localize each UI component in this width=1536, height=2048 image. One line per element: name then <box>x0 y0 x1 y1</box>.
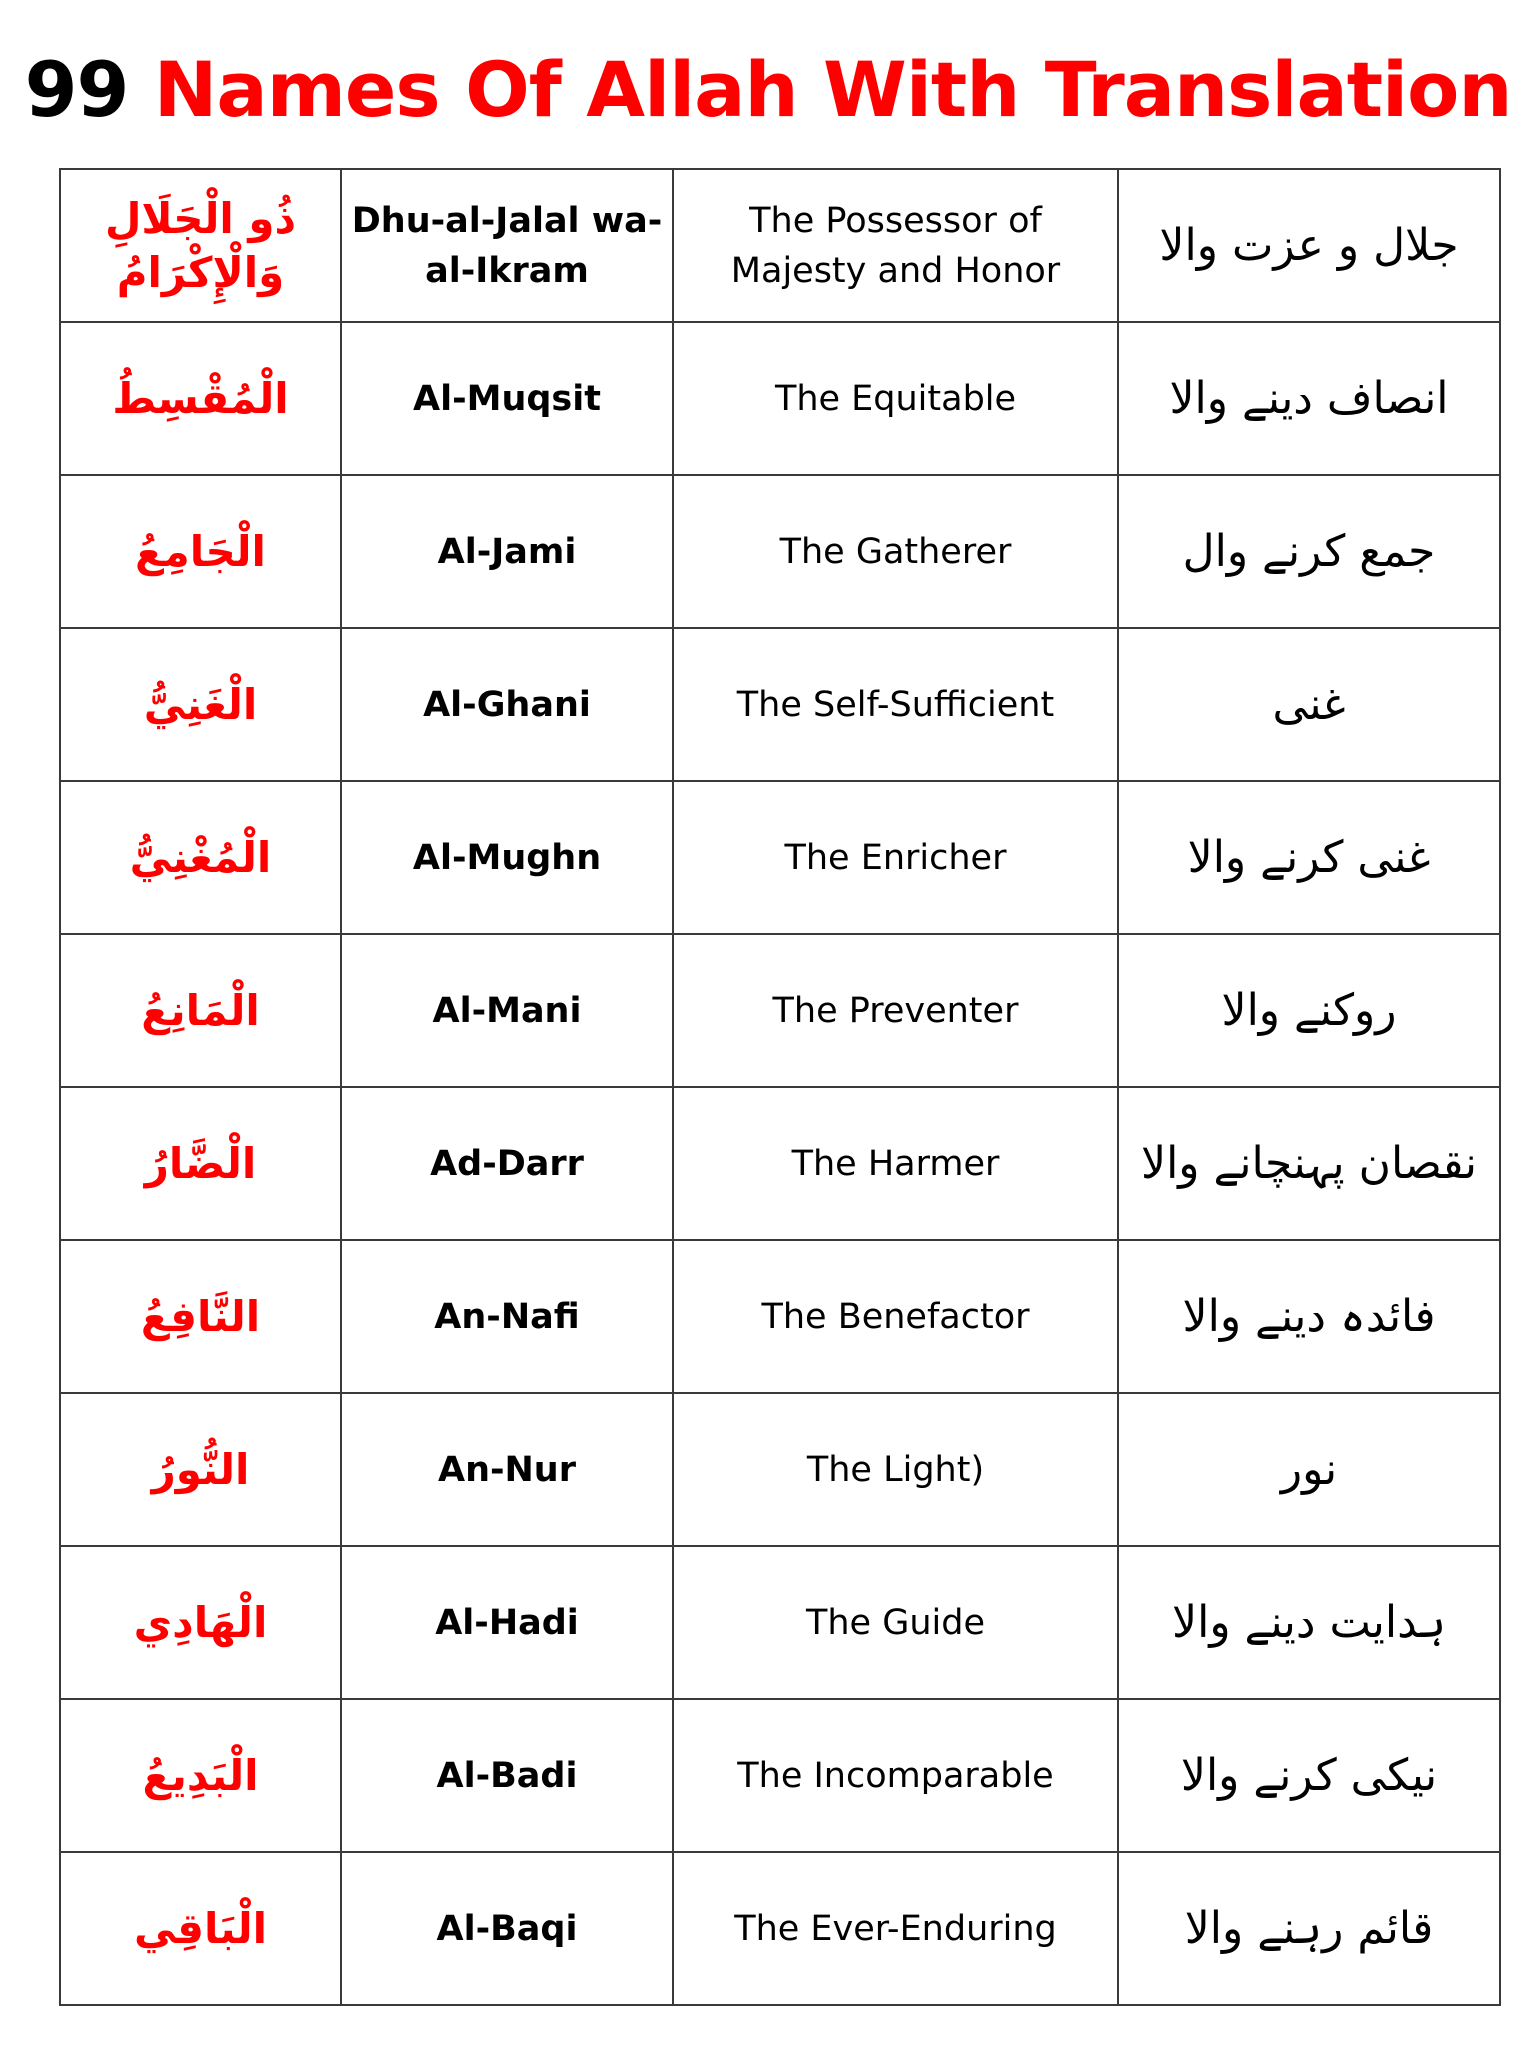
english-translation-cell <box>673 1546 1118 1699</box>
arabic-name-cell <box>60 781 341 934</box>
table-row <box>60 475 1500 628</box>
transliteration-cell <box>341 1546 673 1699</box>
transliteration: Al-Hadi <box>435 1602 579 1643</box>
arabic-name: الْهَادِي <box>133 1597 268 1647</box>
english-translation: The Benefactor <box>761 1296 1030 1337</box>
urdu-translation-cell <box>1118 322 1500 475</box>
table-row <box>60 1393 1500 1546</box>
urdu-translation: روکنے والا <box>1221 984 1397 1036</box>
table-row <box>60 322 1500 475</box>
english-translation-cell <box>673 1852 1118 2005</box>
arabic-name: الْمُغْنِيُّ <box>129 832 272 882</box>
english-translation-cell <box>673 1087 1118 1240</box>
arabic-name-cell <box>60 169 341 322</box>
transliteration: Dhu-al-Jalal wa-al-Ikram <box>351 200 663 291</box>
transliteration: Al-Mani <box>432 990 582 1031</box>
transliteration-cell <box>341 1699 673 1852</box>
title-number: 99 <box>24 45 129 134</box>
table-row <box>60 1087 1500 1240</box>
arabic-name-cell <box>60 1240 341 1393</box>
transliteration-cell <box>341 1852 673 2005</box>
transliteration-cell <box>341 169 673 322</box>
english-translation: The Incomparable <box>737 1755 1054 1796</box>
urdu-translation-cell <box>1118 781 1500 934</box>
english-translation: The Enricher <box>784 837 1007 878</box>
english-translation: The Possessor of Majesty and Honor <box>730 200 1061 291</box>
arabic-name: الْبَاقِي <box>133 1903 268 1953</box>
arabic-name-cell <box>60 934 341 1087</box>
arabic-name-cell <box>60 628 341 781</box>
arabic-name: الْجَامِعُ <box>135 526 266 576</box>
transliteration: Al-Muqsit <box>413 378 601 419</box>
arabic-name: الْبَدِيعُ <box>142 1750 259 1800</box>
english-translation: The Guide <box>806 1602 985 1643</box>
arabic-name: الْضَّارُ <box>144 1138 257 1188</box>
arabic-name: النُّورُ <box>151 1444 250 1494</box>
english-translation: The Light) <box>806 1449 985 1490</box>
transliteration-cell <box>341 1393 673 1546</box>
arabic-name-cell <box>60 475 341 628</box>
arabic-name: النَّافِعُ <box>140 1291 261 1341</box>
english-translation-cell <box>673 169 1118 322</box>
arabic-name-cell <box>60 1087 341 1240</box>
english-translation: The Self-Sufficient <box>736 684 1055 725</box>
english-translation: The Preventer <box>772 990 1019 1031</box>
english-translation-cell <box>673 1240 1118 1393</box>
arabic-name-cell <box>60 322 341 475</box>
names-table <box>59 168 1501 2006</box>
arabic-name-cell <box>60 1546 341 1699</box>
title-text: Names Of Allah With Translation <box>153 45 1512 134</box>
page-title <box>0 40 1536 140</box>
urdu-translation-cell <box>1118 1240 1500 1393</box>
arabic-name: الْغَنِيُّ <box>143 679 258 729</box>
urdu-translation: جلال و عزت والا <box>1159 219 1459 271</box>
urdu-translation: قائم رہنے والا <box>1184 1902 1434 1954</box>
urdu-translation: فائدہ دینے والا <box>1182 1290 1436 1342</box>
arabic-name-cell <box>60 1393 341 1546</box>
urdu-translation: غنی کرنے والا <box>1187 831 1431 883</box>
urdu-translation-cell <box>1118 1699 1500 1852</box>
transliteration: Al-Badi <box>436 1755 578 1796</box>
english-translation-cell <box>673 1393 1118 1546</box>
transliteration: Al-Baqi <box>436 1908 578 1949</box>
urdu-translation: نیکی کرنے والا <box>1180 1749 1438 1801</box>
urdu-translation-cell <box>1118 1393 1500 1546</box>
english-translation-cell <box>673 934 1118 1087</box>
urdu-translation-cell <box>1118 1087 1500 1240</box>
table-row <box>60 1546 1500 1699</box>
table-row <box>60 1699 1500 1852</box>
urdu-translation: جمع کرنے وال <box>1182 525 1436 577</box>
urdu-translation: ہدایت دینے والا <box>1172 1596 1446 1648</box>
english-translation-cell <box>673 475 1118 628</box>
english-translation-cell <box>673 322 1118 475</box>
transliteration-cell <box>341 475 673 628</box>
urdu-translation: نقصان پہنچانے والا <box>1140 1137 1478 1189</box>
transliteration-cell <box>341 781 673 934</box>
english-translation: The Equitable <box>774 378 1017 419</box>
table-row <box>60 628 1500 781</box>
table-row <box>60 169 1500 322</box>
transliteration: An-Nafi <box>434 1296 580 1337</box>
english-translation-cell <box>673 1699 1118 1852</box>
transliteration: Ad-Darr <box>430 1143 584 1184</box>
english-translation: The Harmer <box>791 1143 1000 1184</box>
table-row <box>60 934 1500 1087</box>
urdu-translation-cell <box>1118 1546 1500 1699</box>
transliteration-cell <box>341 322 673 475</box>
transliteration: Al-Ghani <box>423 684 591 725</box>
english-translation-cell <box>673 628 1118 781</box>
arabic-name-cell <box>60 1699 341 1852</box>
english-translation: The Gatherer <box>779 531 1012 572</box>
urdu-translation: نور <box>1280 1443 1338 1495</box>
transliteration: Al-Jami <box>437 531 577 572</box>
urdu-translation-cell <box>1118 1852 1500 2005</box>
table-row <box>60 1240 1500 1393</box>
transliteration-cell <box>341 628 673 781</box>
transliteration: Al-Mughn <box>412 837 602 878</box>
transliteration-cell <box>341 1240 673 1393</box>
urdu-translation-cell <box>1118 169 1500 322</box>
transliteration: An-Nur <box>437 1449 576 1490</box>
english-translation-cell <box>673 781 1118 934</box>
transliteration-cell <box>341 1087 673 1240</box>
urdu-translation: انصاف دینے والا <box>1169 372 1449 424</box>
arabic-name: الْمُقْسِطُ <box>112 373 289 423</box>
urdu-translation: غنی <box>1272 678 1346 730</box>
urdu-translation-cell <box>1118 475 1500 628</box>
table-row <box>60 781 1500 934</box>
transliteration-cell <box>341 934 673 1087</box>
arabic-name: ذُو الْجَلَالِ وَالْإِكْرَامُ <box>104 193 297 297</box>
table-row <box>60 1852 1500 2005</box>
names-table-body <box>60 169 1500 2005</box>
urdu-translation-cell <box>1118 934 1500 1087</box>
arabic-name-cell <box>60 1852 341 2005</box>
urdu-translation-cell <box>1118 628 1500 781</box>
english-translation: The Ever-Enduring <box>734 1908 1057 1949</box>
arabic-name: الْمَانِعُ <box>141 985 260 1035</box>
